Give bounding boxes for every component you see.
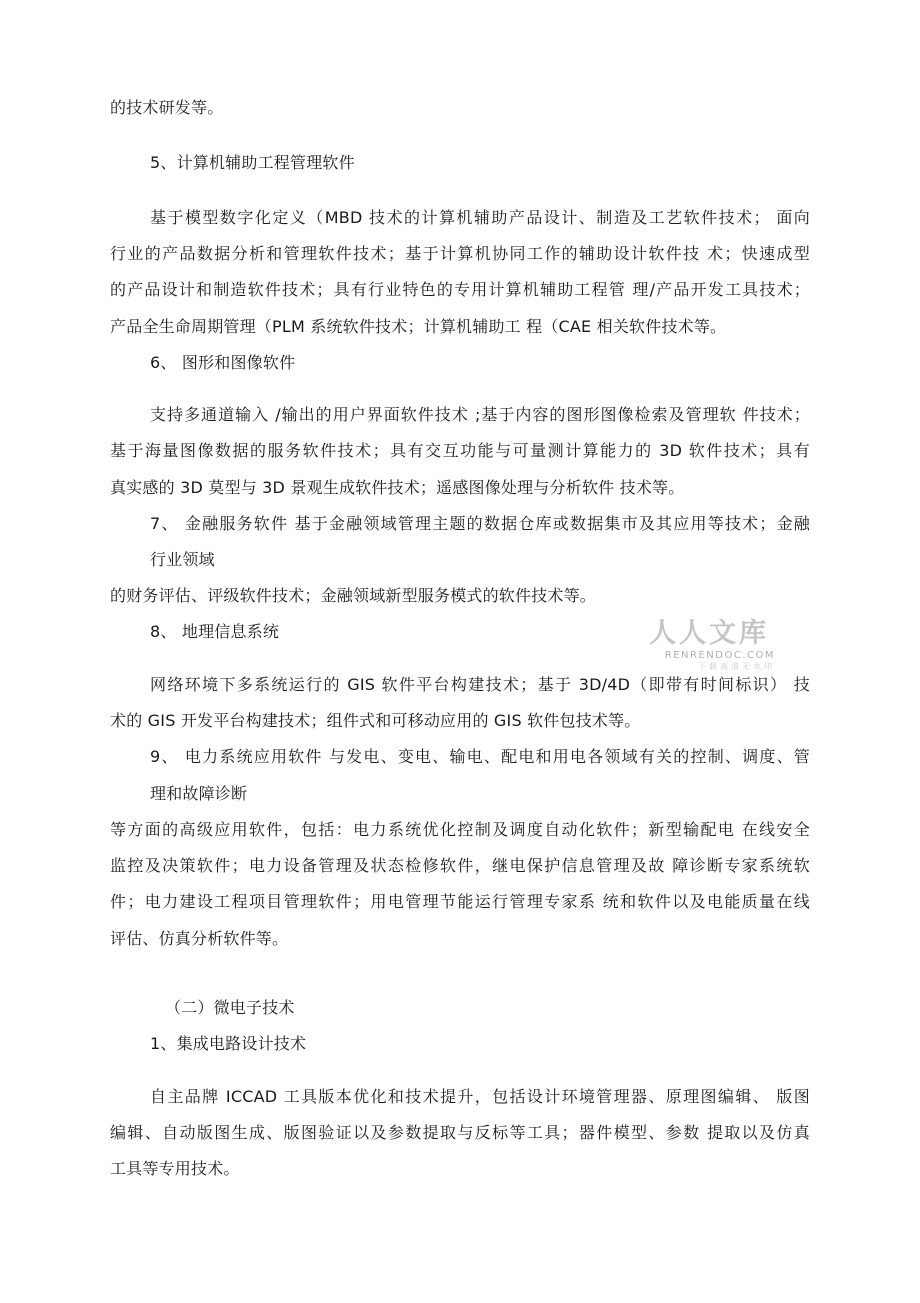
paragraph-line: 基于海量图像数据的服务软件技术；具有交互功能与可量测计算能力的 3D 软件技术；具有 xyxy=(110,441,810,460)
paragraph-line: 的技术研发等。 xyxy=(110,98,224,117)
watermark-title: 人人文库 xyxy=(649,618,769,649)
section-heading: 8、 地理信息系统 xyxy=(150,622,280,641)
paragraph-line: 等方面的高级应用软件，包括：电力系统优化控制及调度自动化软件；新型输配电 在线安全 xyxy=(110,820,810,839)
watermark-tagline: 下载高清无水印 xyxy=(698,662,775,671)
chapter-heading: （二）微电子技术 xyxy=(165,998,295,1017)
section-heading: 9、 电力系统应用软件 与发电、变电、输电、配电和用电各领域有关的控制、调度、管 xyxy=(150,747,810,766)
section-heading: 7、 金融服务软件 基于金融领域管理主题的数据仓库或数据集市及其应用等技术；金融 xyxy=(150,514,810,533)
watermark-logo xyxy=(643,618,775,678)
paragraph-line: 支持多通道输入 /输出的用户界面软件技术 ;基于内容的图形图像检索及管理软 件技术； xyxy=(150,405,810,424)
paragraph-line: 编辑、自动版图生成、版图验证以及参数提取与反标等工具；器件模型、参数 提取以及仿真 xyxy=(110,1123,810,1142)
paragraph-line: 网络环境下多系统运行的 GIS 软件平台构建技术；基于 3D/4D（即带有时间标识） 技 xyxy=(150,675,810,694)
paragraph-line: 监控及决策软件；电力设备管理及状态检修软件，继电保护信息管理及故 障诊断专家系统软 xyxy=(110,856,810,875)
paragraph-line: 术的 GIS 开发平台构建技术；组件式和可移动应用的 GIS 软件包技术等。 xyxy=(110,711,641,730)
paragraph-line: 理和故障诊断 xyxy=(150,784,248,803)
paragraph-line: 行业的产品数据分析和管理软件技术；基于计算机协同工作的辅助设计软件技 术；快速成型 xyxy=(110,244,810,263)
paragraph-line: 基于模型数字化定义（MBD 技术的计算机辅助产品设计、制造及工艺软件技术； 面向 xyxy=(150,208,810,227)
paragraph-line: 评估、仿真分析软件等。 xyxy=(110,929,289,948)
section-heading: 1、集成电路设计技术 xyxy=(150,1034,307,1053)
paragraph-line: 的产品设计和制造软件技术；具有行业特色的专用计算机辅助工程管 理/产品开发工具技术； xyxy=(110,280,810,299)
section-heading: 5、计算机辅助工程管理软件 xyxy=(150,153,355,172)
watermark-domain: RENRENDOC.COM xyxy=(664,650,775,661)
paragraph-line: 产品全生命周期管理（PLM 系统软件技术；计算机辅助工 程（CAE 相关软件技术等。 xyxy=(110,317,727,336)
section-heading: 6、 图形和图像软件 xyxy=(150,353,296,372)
paragraph-line: 的财务评估、评级软件技术；金融领域新型服务模式的软件技术等。 xyxy=(110,586,597,605)
paragraph-line: 行业领域 xyxy=(150,550,215,569)
paragraph-line: 真实感的 3D 莫型与 3D 景观生成软件技术；遥感图像处理与分析软件 技术等。 xyxy=(110,478,685,497)
paragraph-line: 件；电力建设工程项目管理软件；用电管理节能运行管理专家系 统和软件以及电能质量在线 xyxy=(110,892,810,911)
paragraph-line: 自主品牌 ICCAD 工具版本优化和技术提升，包括设计环境管理器、原理图编辑、 版图 xyxy=(150,1087,810,1106)
paragraph-line: 工具等专用技术。 xyxy=(110,1159,240,1178)
